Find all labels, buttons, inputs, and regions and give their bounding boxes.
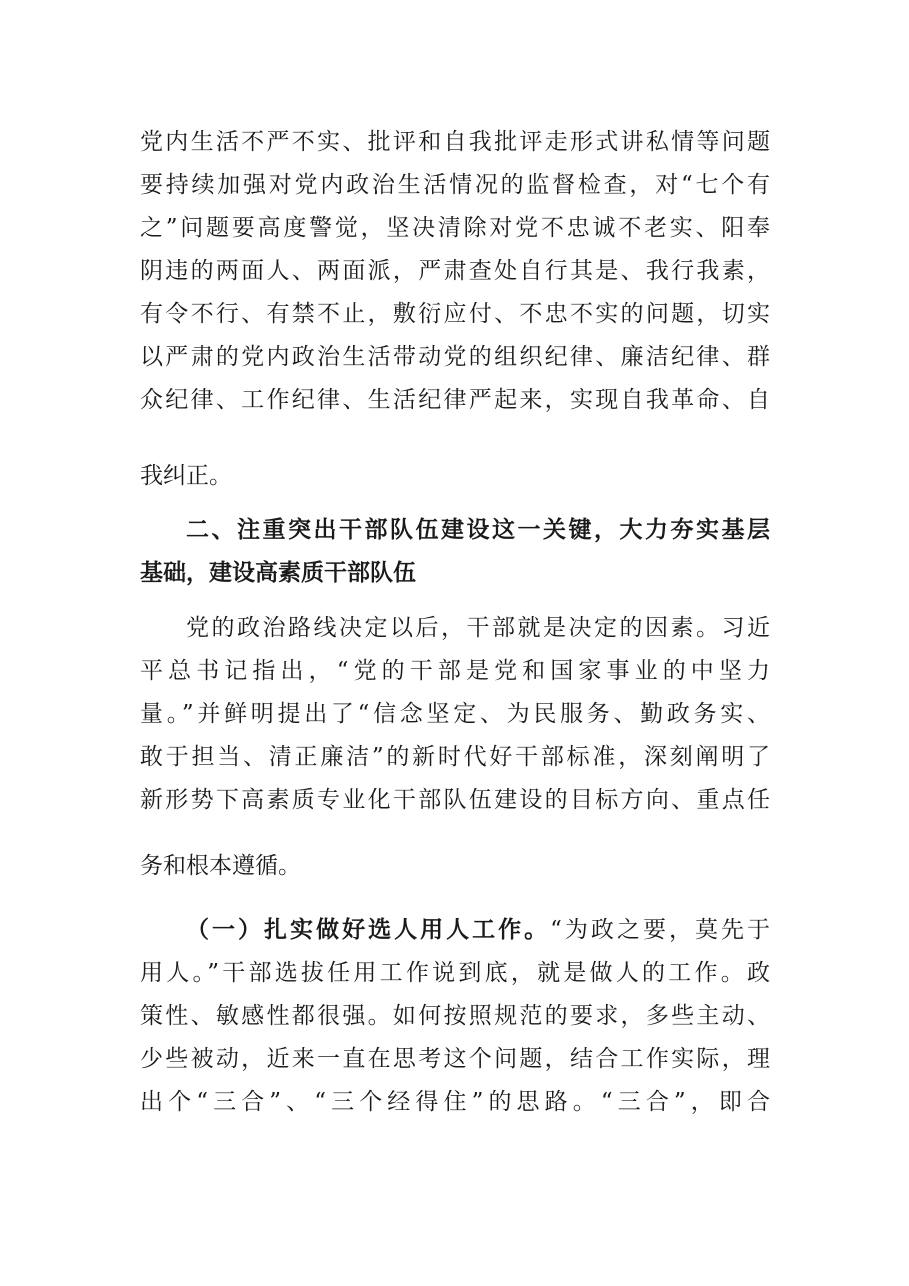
subsection-title: （一）扎实做好选人用人工作。 <box>186 917 551 943</box>
heading-line: 基础，建设高素质干部队伍 <box>140 560 416 586</box>
paragraph-line: 我纠正。 <box>140 463 232 489</box>
paragraph-line: 少些被动，近来一直在思考这个问题，结合工作实际，理 <box>140 1046 770 1072</box>
paragraph-line: 阴违的两面人、两面派，严肃查处自行其是、我行我素， <box>140 258 770 284</box>
paragraph-line: 敢于担当、清正廉洁”的新时代好干部标准，深刻阐明了 <box>140 744 770 770</box>
paragraph-line: 用人。”干部选拔任用工作说到底，就是做人的工作。政 <box>140 960 770 986</box>
paragraph-line: 要持续加强对党内政治生活情况的监督检查，对“七个有 <box>140 172 770 198</box>
paragraph-line: 策性、敏感性都很强。如何按照规范的要求，多些主动、 <box>140 1003 770 1029</box>
paragraph-line: 党的政治路线决定以后，干部就是决定的因素。习近 <box>186 615 770 641</box>
paragraph-line: 众纪律、工作纪律、生活纪律严起来，实现自我革命、自 <box>140 387 770 413</box>
paragraph-line: 之”问题要高度警觉，坚决清除对党不忠诚不老实、阳奉 <box>140 215 770 241</box>
paragraph-line: 党内生活不严不实、批评和自我批评走形式讲私情等问题 <box>140 129 770 155</box>
paragraph-line: 平总书记指出，“党的干部是党和国家事业的中坚力 <box>140 658 770 684</box>
paragraph-lead-line <box>186 910 770 950</box>
paragraph-line: 量。”并鲜明提出了“信念坚定、为民服务、勤政务实、 <box>140 701 770 727</box>
heading-line: 二、注重突出干部队伍建设这一关键，大力夯实基层 <box>186 517 770 543</box>
lead-text: “为政之要，莫先于 <box>550 917 770 943</box>
paragraph-line: 新形势下高素质专业化干部队伍建设的目标方向、重点任 <box>140 787 770 813</box>
paragraph-line: 有令不行、有禁不止，敷衍应付、不忠不实的问题，切实 <box>140 301 770 327</box>
paragraph-line: 出个“三合”、“三个经得住”的思路。“三合”，即合 <box>140 1089 770 1115</box>
paragraph-line: 以严肃的党内政治生活带动党的组织纪律、廉洁纪律、群 <box>140 344 770 370</box>
paragraph-line: 务和根本遵循。 <box>140 853 301 879</box>
